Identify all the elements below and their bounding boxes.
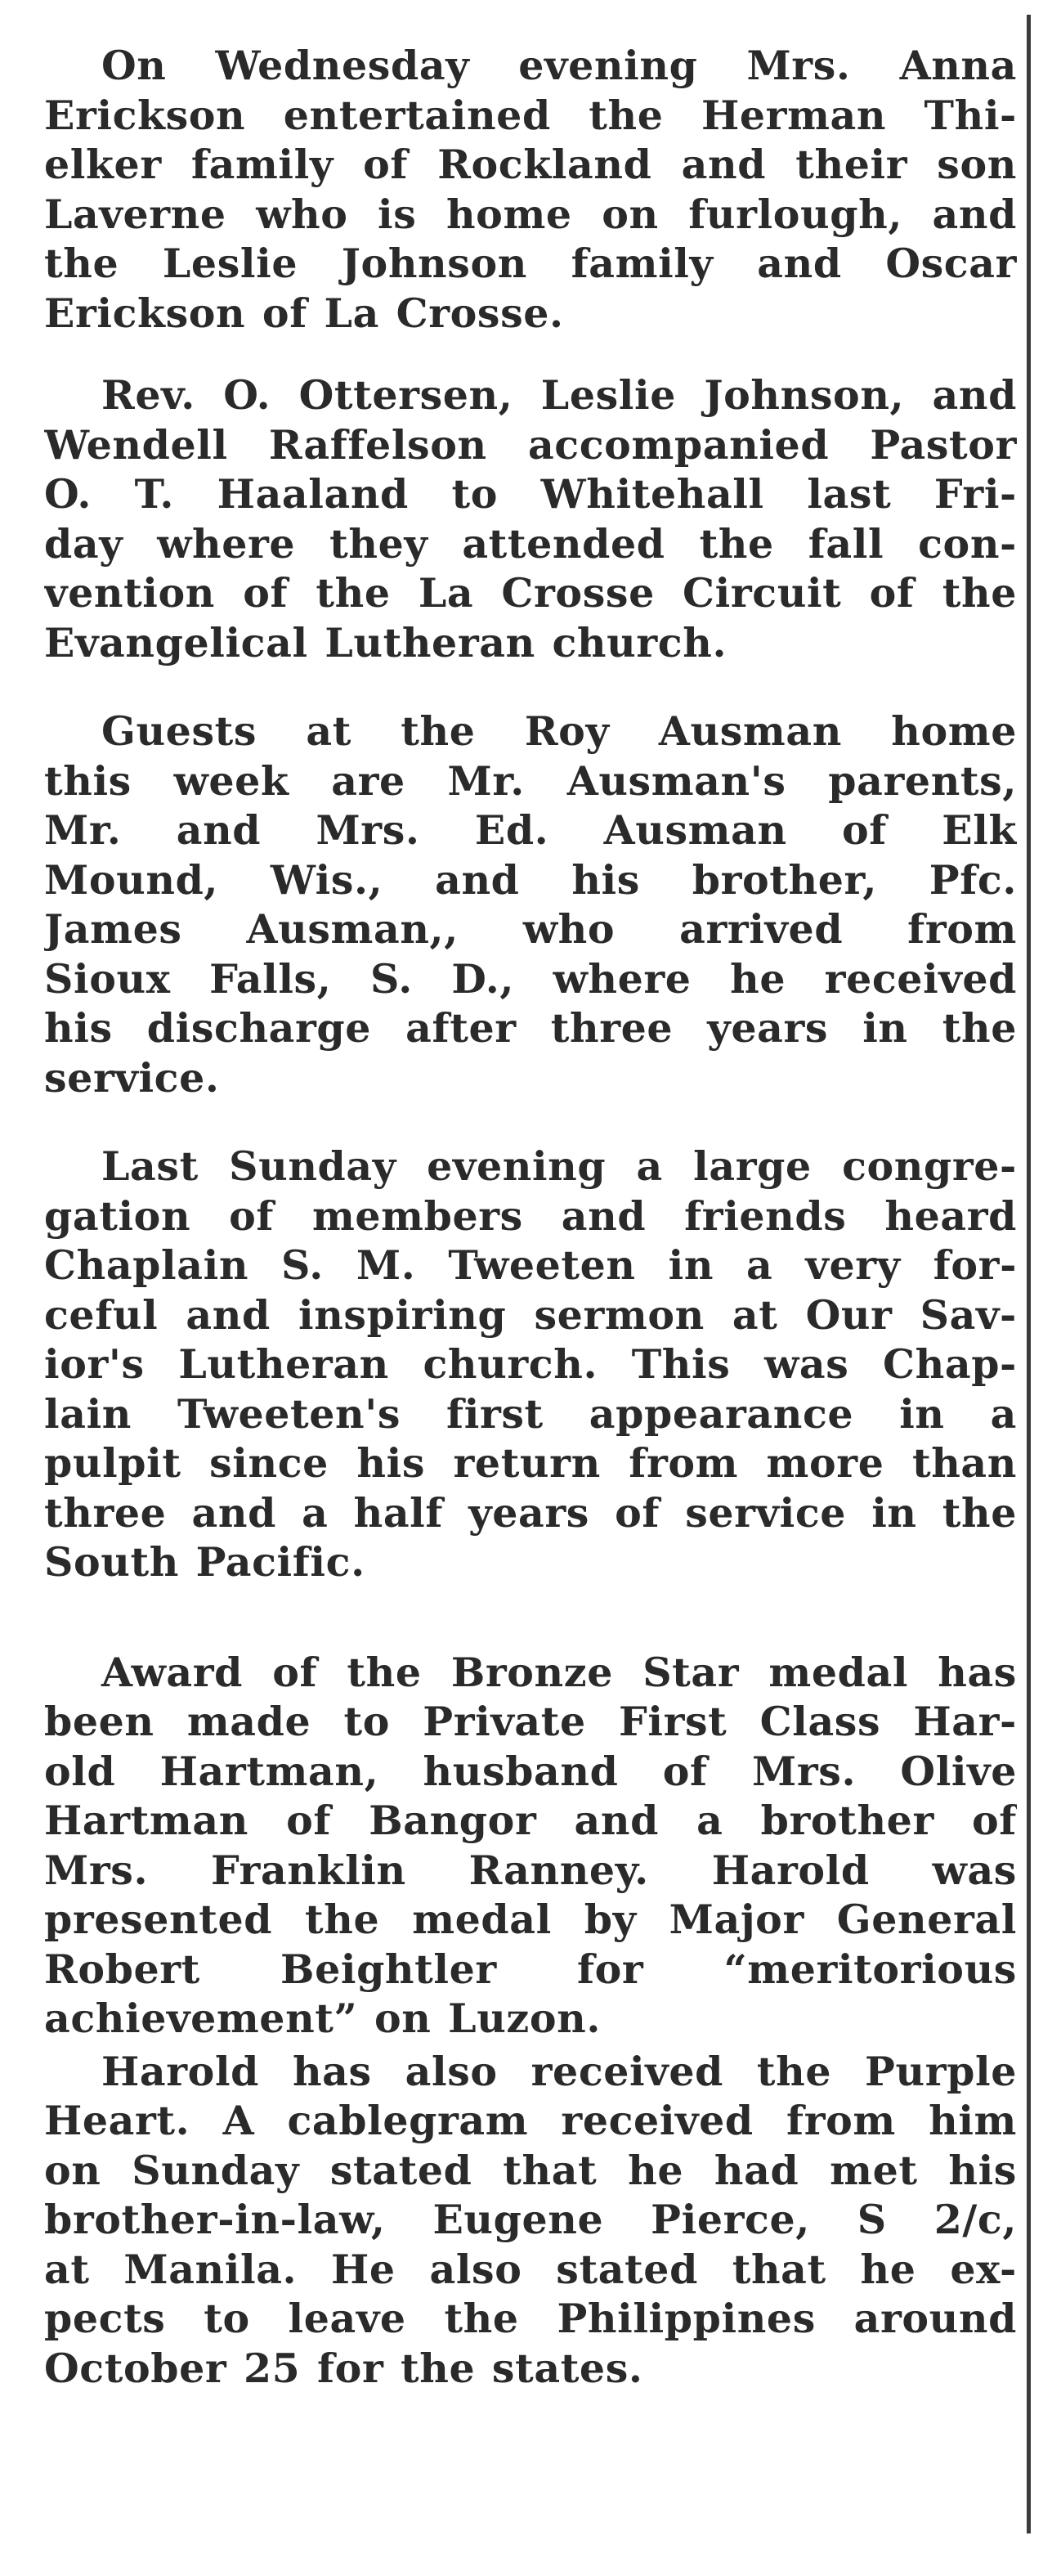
paragraph-line: brother-in-law, Eugene Pierce, S 2/c,: [44, 2196, 1017, 2243]
paragraph-ausman-guests: [44, 707, 1017, 1102]
paragraph-line: Rev. O. Ottersen, Leslie Johnson, and: [101, 371, 1017, 419]
paragraph-bronze-star: [44, 1648, 1017, 2044]
paragraph-line: O. T. Haaland to Whitehall last Fri-: [44, 470, 1017, 518]
paragraph-line: Evangelical Lutheran church.: [44, 618, 727, 666]
paragraph-line: Wendell Raffelson accompanied Pastor: [44, 420, 1017, 469]
paragraph-line: his discharge after three years in the: [44, 1004, 1017, 1052]
paragraph-line: Last Sunday evening a large congre-: [101, 1142, 1017, 1190]
paragraph-whitehall-convention: [44, 370, 1017, 667]
paragraph-line: October 25 for the states.: [44, 2344, 643, 2392]
paragraph-line: service.: [44, 1053, 220, 1102]
paragraph-line: Guests at the Roy Ausman home: [101, 707, 1017, 755]
paragraph-line: been made to Private First Class Har-: [44, 1698, 1017, 1745]
paragraph-line: Robert Beightler for “meritorious: [44, 1945, 1017, 1993]
paragraph-line: Award of the Bronze Star medal has: [101, 1648, 1017, 1696]
paragraph-line: the Leslie Johnson family and Oscar: [44, 240, 1017, 287]
paragraph-line: Heart. A cablegram received from him: [44, 2097, 1017, 2144]
paragraph-line: gation of members and friends heard: [44, 1192, 1017, 1240]
paragraph-line: ceful and inspiring sermon at Our Sav-: [44, 1290, 1017, 1339]
paragraph-tweeten-sermon: [44, 1142, 1017, 1587]
paragraph-line: old Hartman, husband of Mrs. Olive: [44, 1747, 1017, 1795]
paragraph-line: Mr. and Mrs. Ed. Ausman of Elk: [44, 806, 1017, 854]
paragraph-line: lain Tweeten's first appearance in a: [44, 1389, 1017, 1438]
paragraph-line: James Ausman,, who arrived from: [44, 905, 1017, 953]
paragraph-line: South Pacific.: [44, 1538, 365, 1586]
news-column: [44, 41, 1017, 2393]
paragraph-line: Laverne who is home on furlough, and: [44, 190, 1017, 238]
column-rule: [1027, 15, 1031, 2533]
paragraph-line: presented the medal by Major General: [44, 1896, 1017, 1943]
paragraph-line: three and a half years of service in the: [44, 1488, 1017, 1537]
paragraph-line: day where they attended the fall con-: [44, 519, 1017, 568]
paragraph-line: Erickson of La Crosse.: [44, 289, 564, 337]
paragraph-line: Erickson entertained the Herman Thi-: [44, 91, 1017, 139]
paragraph-line: this week are Mr. Ausman's parents,: [44, 756, 1017, 805]
paragraph-line: Hartman of Bangor and a brother of: [44, 1797, 1017, 1844]
paragraph-line: pects to leave the Philippines around: [44, 2295, 1017, 2342]
paragraph-line: vention of the La Crosse Circuit of the: [44, 569, 1017, 617]
paragraph-line: Harold has also received the Purple: [101, 2047, 1017, 2095]
paragraph-line: Sioux Falls, S. D., where he received: [44, 954, 1017, 1003]
paragraph-purple-heart: [44, 2047, 1017, 2394]
paragraph-line: at Manila. He also stated that he ex-: [44, 2245, 1017, 2293]
paragraph-line: On Wednesday evening Mrs. Anna: [101, 42, 1017, 89]
paragraph-line: ior's Lutheran church. This was Chap-: [44, 1340, 1017, 1388]
paragraph-line: elker family of Rockland and their son: [44, 141, 1017, 188]
paragraph-line: Mound, Wis., and his brother, Pfc.: [44, 855, 1017, 904]
paragraph-line: pulpit since his return from more than: [44, 1439, 1017, 1487]
paragraph-line: achievement” on Luzon.: [44, 1995, 602, 2042]
paragraph-line: Mrs. Franklin Ranney. Harold was: [44, 1846, 1017, 1894]
paragraph-erickson-visit: [44, 41, 1017, 338]
paragraph-line: on Sunday stated that he had met his: [44, 2146, 1017, 2194]
paragraph-line: Chaplain S. M. Tweeten in a very for-: [44, 1241, 1017, 1289]
